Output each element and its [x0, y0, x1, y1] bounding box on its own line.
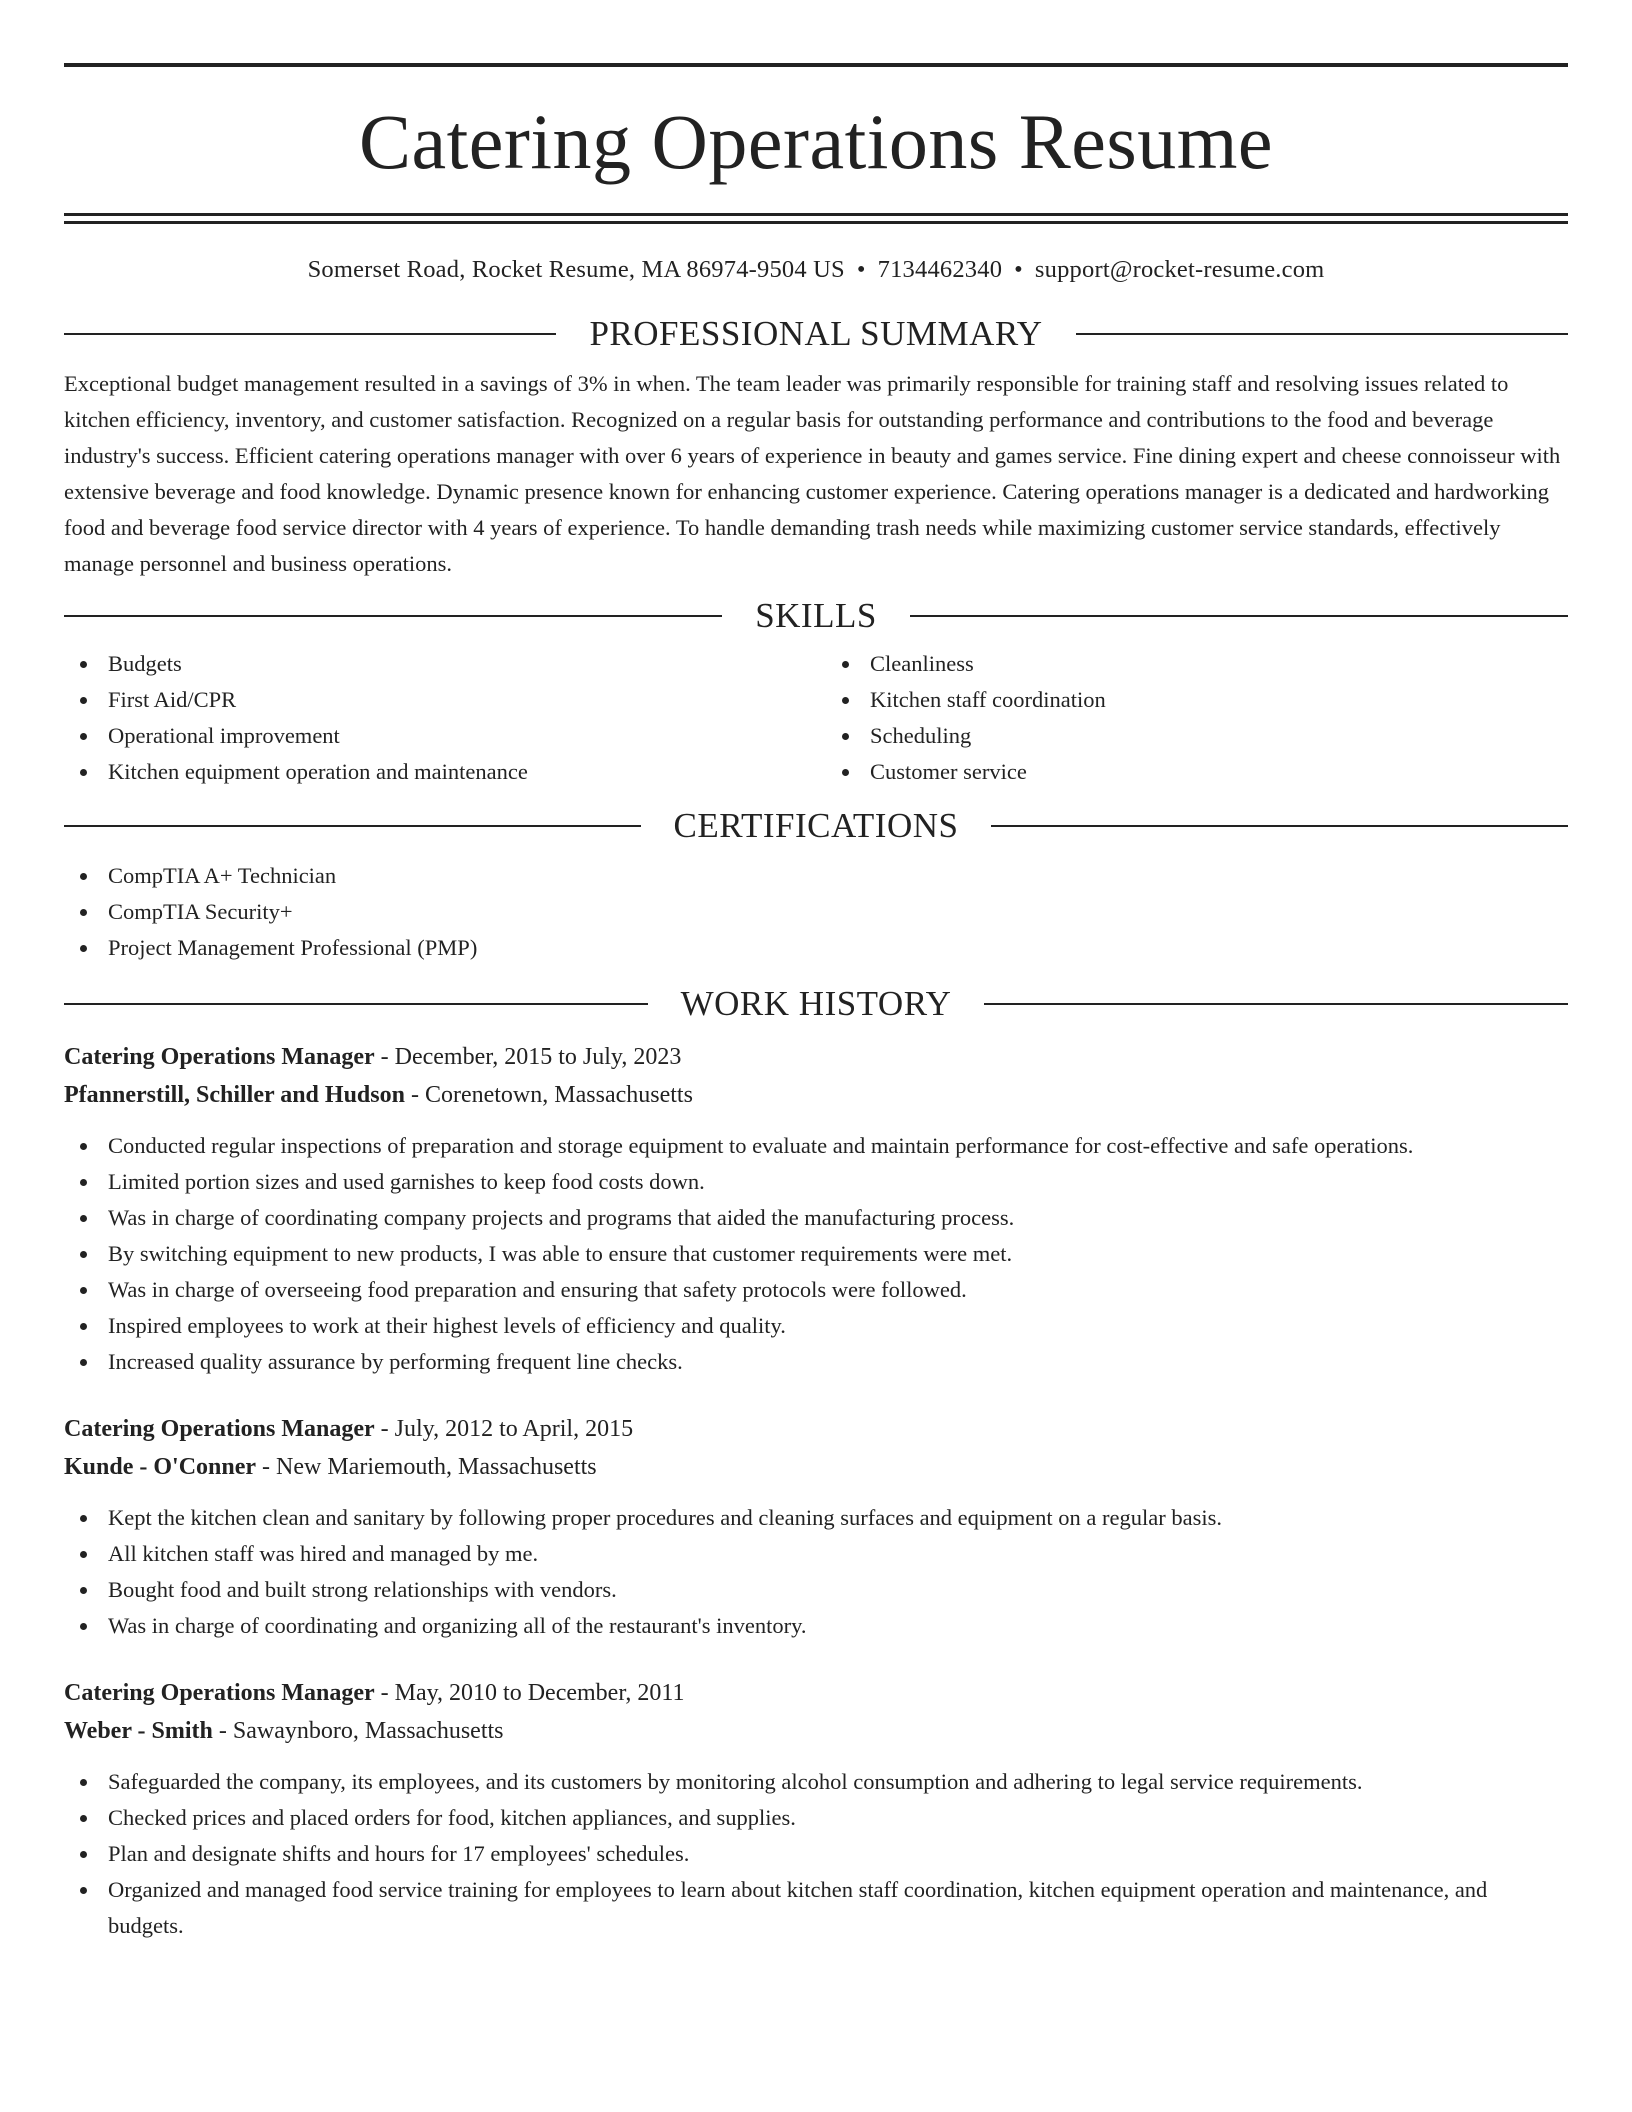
- skills-section-header: [64, 596, 1568, 636]
- divider: [910, 615, 1568, 617]
- contact-phone: 7134462340: [877, 256, 1003, 283]
- job-company: Pfannerstill, Schiller and Hudson: [64, 1082, 405, 1108]
- duty-item: Checked prices and placed orders for food, kitchen appliances, and supplies.: [64, 1800, 1568, 1836]
- job-title-line: [64, 1410, 1568, 1448]
- divider: [64, 615, 722, 617]
- summary-heading: PROFESSIONAL SUMMARY: [589, 314, 1043, 353]
- contact-separator: •: [1014, 256, 1023, 283]
- certifications-heading: CERTIFICATIONS: [673, 806, 959, 845]
- job-location: - Sawaynboro, Massachusetts: [212, 1718, 504, 1744]
- skills-column-left: [64, 646, 816, 790]
- skill-item: First Aid/CPR: [64, 682, 816, 718]
- job-title: Catering Operations Manager: [64, 1680, 375, 1706]
- duty-item: Organized and managed food service training for employees to learn about kitchen staff coordination, kitchen equipment operation and maintenance, and budgets.: [64, 1872, 1568, 1944]
- divider: [991, 825, 1568, 827]
- skill-item: Budgets: [64, 646, 816, 682]
- title-double-rule: [64, 213, 1568, 224]
- duty-item: Was in charge of overseeing food preparation and ensuring that safety protocols were followed.: [64, 1272, 1568, 1308]
- duty-item: Inspired employees to work at their highest levels of efficiency and quality.: [64, 1308, 1568, 1344]
- job-company: Kunde - O'Conner: [64, 1454, 257, 1480]
- work-history-section-header: [64, 984, 1568, 1024]
- skill-item: Customer service: [826, 754, 1568, 790]
- job-duties-list: [64, 1128, 1568, 1380]
- divider: [1076, 333, 1568, 335]
- duty-item: Limited portion sizes and used garnishes to keep food costs down.: [64, 1164, 1568, 1200]
- duty-item: Was in charge of coordinating and organizing all of the restaurant's inventory.: [64, 1608, 1568, 1644]
- duty-item: Kept the kitchen clean and sanitary by following proper procedures and cleaning surfaces and equipment on a regular basis.: [64, 1500, 1568, 1536]
- job-duties-list: [64, 1500, 1568, 1644]
- job-entry: [64, 1410, 1568, 1644]
- job-location: - New Mariemouth, Massachusetts: [256, 1454, 597, 1480]
- job-dates: - December, 2015 to July, 2023: [374, 1044, 682, 1070]
- skills-column-right: [816, 646, 1568, 790]
- top-rule: [64, 63, 1568, 67]
- contact-separator: •: [856, 256, 866, 283]
- job-title-line: [64, 1038, 1568, 1076]
- certification-item: Project Management Professional (PMP): [64, 930, 1568, 966]
- skill-item: Operational improvement: [64, 718, 816, 754]
- job-company-line: [64, 1076, 1568, 1114]
- skills-heading: SKILLS: [755, 596, 877, 635]
- divider: [64, 825, 641, 827]
- divider: [984, 1003, 1568, 1005]
- skill-item: Kitchen equipment operation and maintenance: [64, 754, 816, 790]
- work-history-heading: WORK HISTORY: [680, 984, 952, 1023]
- skills-list: [64, 646, 1568, 790]
- job-company: Weber - Smith: [64, 1718, 213, 1744]
- job-dates: - May, 2010 to December, 2011: [374, 1680, 685, 1706]
- skill-item: Kitchen staff coordination: [826, 682, 1568, 718]
- summary-section-header: [64, 314, 1568, 354]
- job-entry: [64, 1038, 1568, 1380]
- job-title: Catering Operations Manager: [64, 1044, 375, 1070]
- divider: [64, 1003, 648, 1005]
- duty-item: Conducted regular inspections of preparation and storage equipment to evaluate and maintain performance for cost-effective and safe operations.: [64, 1128, 1568, 1164]
- summary-text: Exceptional budget management resulted in a savings of 3% in when. The team leader was primarily responsible for training staff and resolving issues related to kitchen efficiency, inventory, and customer satisfaction. Recognized on a regular basis for outstanding performance and contributions to the food and beverage industry's success. Efficient catering operations manager with over 6 years of experience in beauty and games service. Fine dining expert and cheese connoisseur with extensive beverage and food knowledge. Dynamic presence known for enhancing customer experience. Catering operations manager is a dedicated and hardworking food and beverage food service director with 4 years of experience. To handle demanding trash needs while maximizing customer service standards, effectively manage personnel and business operations.: [64, 371, 1561, 576]
- duty-item: Was in charge of coordinating company projects and programs that aided the manufacturing process.: [64, 1200, 1568, 1236]
- skill-item: Scheduling: [826, 718, 1568, 754]
- certification-item: CompTIA Security+: [64, 894, 1568, 930]
- certifications-section-header: [64, 806, 1568, 846]
- duty-item: By switching equipment to new products, I was able to ensure that customer requirements were met.: [64, 1236, 1568, 1272]
- duty-item: Increased quality assurance by performing frequent line checks.: [64, 1344, 1568, 1380]
- skill-item: Cleanliness: [826, 646, 1568, 682]
- job-entry: [64, 1674, 1568, 1944]
- duty-item: Safeguarded the company, its employees, and its customers by monitoring alcohol consumption and adhering to legal service requirements.: [64, 1764, 1568, 1800]
- certification-item: CompTIA A+ Technician: [64, 858, 1568, 894]
- contact-line: [64, 255, 1568, 285]
- contact-address: Somerset Road, Rocket Resume, MA 86974-9504 US: [307, 256, 845, 283]
- job-company-line: [64, 1712, 1568, 1750]
- job-dates: - July, 2012 to April, 2015: [374, 1416, 634, 1442]
- job-company-line: [64, 1448, 1568, 1486]
- duty-item: Plan and designate shifts and hours for 17 employees' schedules.: [64, 1836, 1568, 1872]
- divider: [64, 333, 556, 335]
- job-title-line: [64, 1674, 1568, 1712]
- contact-email: support@rocket-resume.com: [1034, 256, 1325, 283]
- job-duties-list: [64, 1764, 1568, 1944]
- job-location: - Corenetown, Massachusetts: [404, 1082, 693, 1108]
- job-title: Catering Operations Manager: [64, 1416, 375, 1442]
- duty-item: Bought food and built strong relationships with vendors.: [64, 1572, 1568, 1608]
- duty-item: All kitchen staff was hired and managed by me.: [64, 1536, 1568, 1572]
- certifications-list: [64, 858, 1568, 966]
- page-title: Catering Operations Resume: [358, 98, 1274, 185]
